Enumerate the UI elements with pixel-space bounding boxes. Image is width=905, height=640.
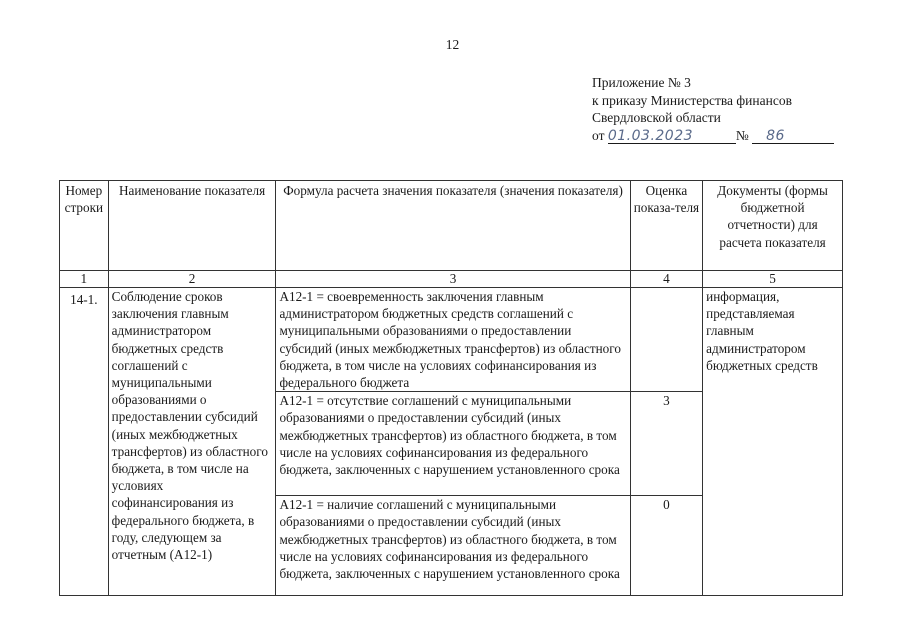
column-numbers-row [60,271,843,288]
score-option-1 [630,288,703,392]
header-indicator-name: Наименование показателя [108,181,276,271]
appendix-order-line: к приказу Министерства финансов [592,92,792,108]
header-row-number: Номер строки [60,181,109,271]
appendix-date-number-line [592,127,834,145]
column-number: 1 [60,271,109,288]
page-number: 12 [445,37,460,52]
handwritten-number: 86 [766,127,785,144]
appendix-title: Приложение № 3 [592,75,691,90]
column-number: 4 [630,271,703,288]
indicator-name: Соблюдение сроков заключения главным администратором бюджетных средств соглашений с муниципальными образованиями о предоставлении субсидий (иных межбюджетных трансфертов) из областного бюджета, в том числе на условиях софинансирования из федерального бюджета, в году, следующем за отчетным (А12-1) [108,288,276,596]
header-formula: Формула расчета значения показателя (значения показателя) [276,181,630,271]
handwritten-date: 01.03.2023 [607,127,694,144]
score-option-2: 3 [630,392,703,496]
formula-option-2: А12-1 = отсутствие соглашений с муниципальными образованиями о предоставлении субсидий (иных межбюджетных трансфертов) из областного бюджета, в том числе на условиях софинансирования из федерального бюджета, заключенных с нарушением установленного срока [276,392,630,496]
indicator-table [59,180,843,596]
header-score: Оценка показа-теля [630,181,703,271]
formula-option-1: А12-1 = своевременность заключения главным администратором бюджетных средств соглашений с муниципальными образованиями о предоставлении субсидий (иных межбюджетных трансфертов) из областного бюджета, в том числе на условиях софинансирования из федерального бюджета [276,288,630,392]
column-number: 2 [108,271,276,288]
appendix-region-line: Свердловской области [592,110,721,125]
formula-option-3: А12-1 = наличие соглашений с муниципальными образованиями о предоставлении субсидий (иных межбюджетных трансфертов) из областного бюджета, в том числе на условиях софинансирования из федерального бюджета, заключенных с нарушением установленного срока [276,496,630,596]
column-number: 5 [703,271,843,288]
row-number: 14-1. [60,288,109,596]
table-header-row [60,181,843,271]
table-row [60,288,843,392]
date-prefix: от [592,127,605,143]
appendix-block [592,74,834,144]
column-number: 3 [276,271,630,288]
documents-cell: информация, представляемая главным администратором бюджетных средств [703,288,843,596]
number-prefix: № [735,127,749,143]
header-documents: Документы (формы бюджетной отчетности) для расчета показателя [703,181,843,271]
score-option-3: 0 [630,496,703,596]
